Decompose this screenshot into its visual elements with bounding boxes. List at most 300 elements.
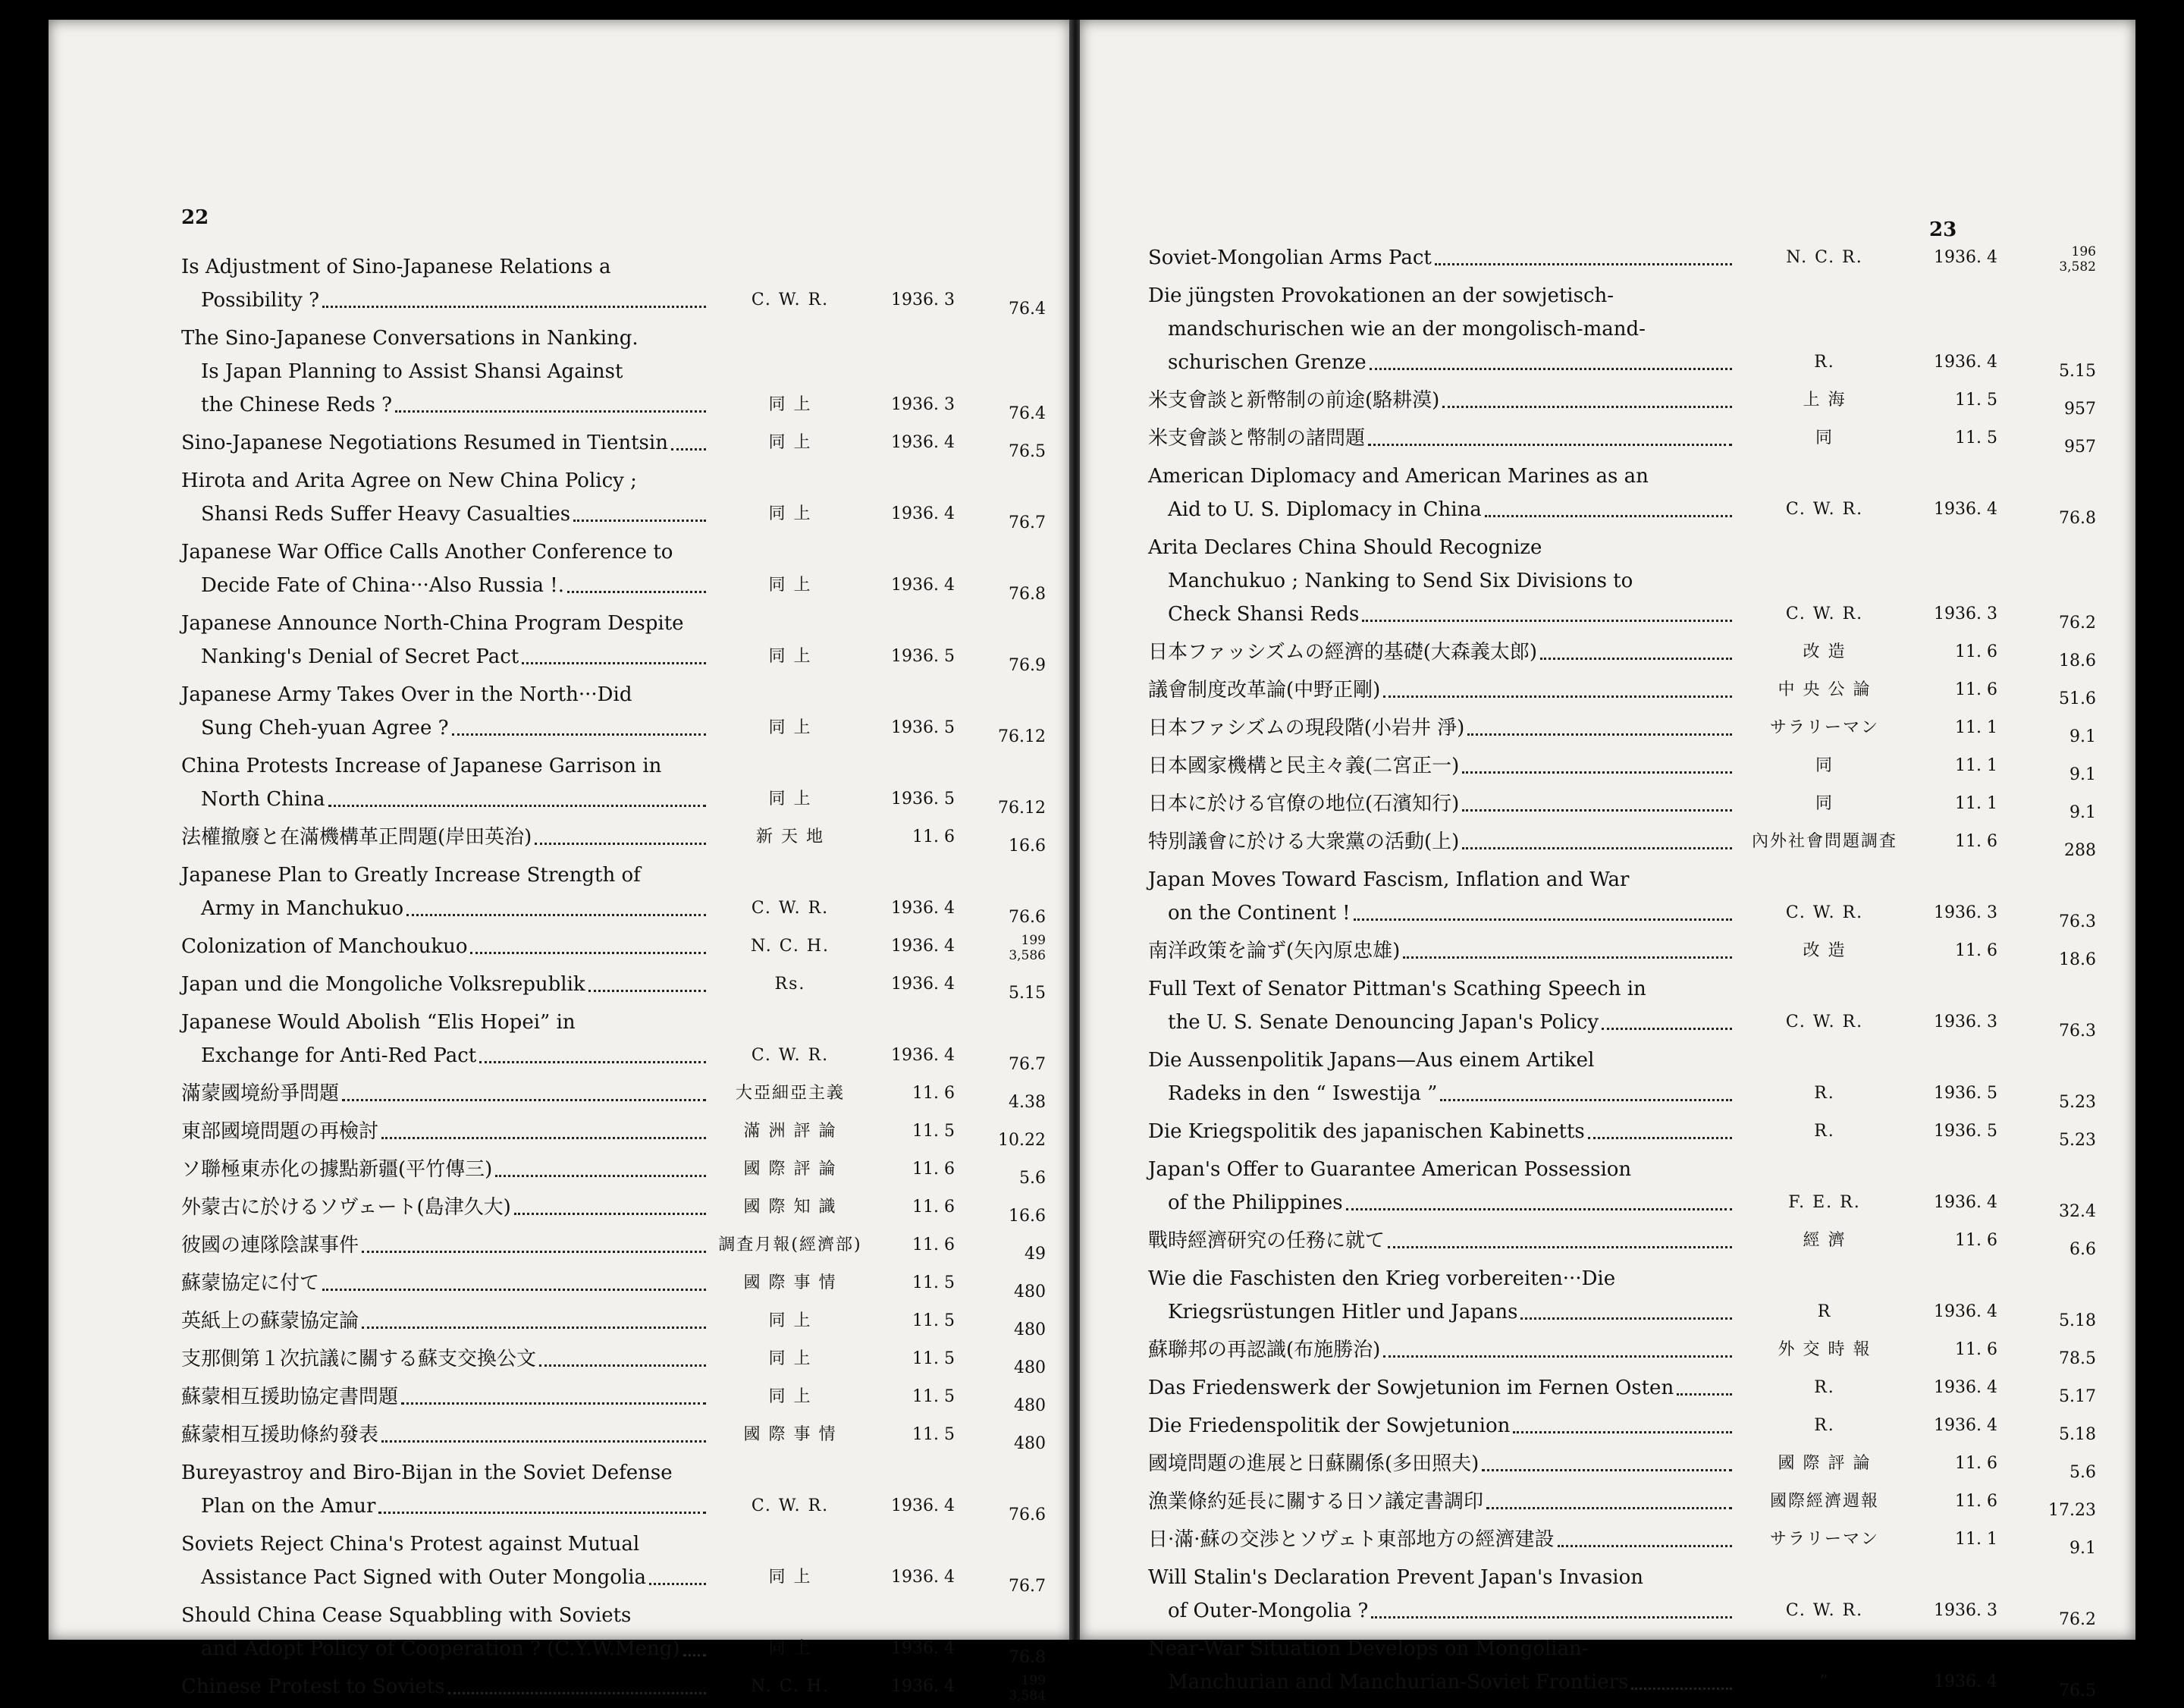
- entry-title-text: Army in Manchukuo: [201, 897, 404, 920]
- entry-title-line: [1148, 711, 2096, 745]
- dot-leader: [1354, 908, 1732, 921]
- bibliography-entry: [1148, 1632, 2096, 1699]
- entry-citation: [1735, 346, 2096, 379]
- entry-title-text: Assistance Pact Signed with Outer Mongolia: [201, 1566, 647, 1589]
- entry-title-line: Arita Declares China Should Recognize: [1148, 536, 1542, 559]
- entry-title-line: [1148, 749, 2096, 783]
- entry-source: C. W. R.: [1785, 1013, 1864, 1031]
- entry-title-line: [181, 1267, 1046, 1300]
- entry-volume: [1997, 1427, 2096, 1443]
- entry-title-line: [181, 498, 1046, 531]
- entry-title-text: Radeks in den “ Iswestija ”: [1168, 1082, 1438, 1105]
- entry-title-text: 滿蒙國境紛爭問題: [181, 1082, 340, 1105]
- entry-title-text: North China: [201, 788, 325, 811]
- entry-volume-line: 4.38: [1009, 1093, 1046, 1112]
- entry-title-line: Full Text of Senator Pittman's Scathing Speech in: [1148, 978, 1646, 1000]
- bibliography-entry: [181, 678, 1046, 745]
- bibliography-entry: [1148, 1409, 2096, 1443]
- entry-volume: [1997, 765, 2096, 784]
- entry-title-line: [181, 1305, 1046, 1338]
- entry-title-text: Chinese Protest to Soviets: [181, 1675, 445, 1698]
- bibliography-entry: [181, 1191, 1046, 1224]
- entry-volume: [955, 1247, 1046, 1262]
- entry-title-line: [1148, 1224, 2096, 1257]
- entry-citation: [709, 1267, 1046, 1300]
- entry-volume-line: 18.6: [2059, 651, 2096, 670]
- entry-volume: [1997, 1465, 2096, 1480]
- entry-volume-line: 9.1: [2069, 727, 2096, 746]
- entry-title-line: [181, 783, 1046, 816]
- entry-volume-line: 5.23: [2059, 1131, 2096, 1150]
- bibliography-entry: [181, 859, 1046, 925]
- entry-title-line: [181, 892, 1046, 925]
- entry-date: 1936. 3: [1934, 604, 1997, 623]
- entry-citation: [709, 1115, 1046, 1148]
- entry-volume-line: 5.15: [1009, 984, 1046, 1003]
- entry-title-text: 英紙上の蘇蒙協定論: [181, 1310, 359, 1333]
- entry-source: R.: [1814, 1084, 1835, 1103]
- bibliography-entry: [181, 1599, 1046, 1666]
- entry-date: 1936. 3: [1934, 1013, 1997, 1031]
- entry-source: 同: [1815, 794, 1834, 813]
- entry-source: C. W. R.: [1785, 500, 1864, 519]
- entry-volume: [955, 933, 1046, 963]
- entry-citation: [1735, 1295, 2096, 1329]
- dot-leader: [522, 651, 706, 664]
- bibliography-entry: [1148, 673, 2096, 707]
- entry-volume: [955, 513, 1046, 532]
- entry-source: 外 交 時 報: [1778, 1340, 1872, 1359]
- entry-title-text: Decide Fate of China···Also Russia !.: [201, 574, 564, 597]
- entry-date: 1936. 4: [1934, 353, 1997, 372]
- entry-date: 1936. 3: [1934, 903, 1997, 922]
- entry-source: C. W. R.: [751, 1046, 830, 1065]
- entry-citation: [1735, 636, 2096, 669]
- entry-volume-line: 76.5: [1009, 442, 1046, 461]
- entry-volume-line: 51.6: [2059, 689, 2096, 708]
- dot-leader: [495, 1164, 706, 1177]
- entry-source: R: [1817, 1302, 1832, 1321]
- dot-leader: [1442, 395, 1732, 408]
- entry-citation: [1735, 749, 2096, 783]
- entry-volume-line: 76.7: [1009, 513, 1046, 532]
- bibliography-entry: [181, 1456, 1046, 1523]
- entry-title-text: of Outer-Mongolia ?: [1168, 1600, 1369, 1622]
- entry-volume: [1997, 727, 2096, 746]
- entry-volume-line: 480: [1014, 1283, 1046, 1301]
- entry-date: 11. 5: [912, 1311, 955, 1330]
- entry-volume-line: 17.23: [2048, 1501, 2096, 1520]
- bibliography-entry: [1148, 1044, 2096, 1110]
- entry-title-line: [181, 1490, 1046, 1523]
- entry-citation: [1735, 241, 2096, 275]
- dot-leader: [328, 794, 707, 807]
- entry-title-line: Japanese Announce North-China Program Despite: [181, 612, 684, 635]
- entry-title-text: 日本ファシズムの現段階(小岩井 淨): [1148, 717, 1465, 739]
- dot-leader: [514, 1202, 706, 1215]
- entry-title-line: Die jüngsten Provokationen an der sowjetisch-: [1148, 284, 1614, 307]
- entry-citation: [709, 1305, 1046, 1338]
- entry-volume: [1997, 364, 2096, 379]
- entry-citation: [709, 1561, 1046, 1594]
- dot-leader: [322, 1278, 706, 1291]
- entry-volume: [1997, 1024, 2096, 1039]
- entry-volume: [1997, 1541, 2096, 1556]
- entry-citation: [1735, 598, 2096, 631]
- dot-leader: [1677, 1383, 1732, 1396]
- entry-title-text: 東部國境問題の再檢討: [181, 1120, 379, 1143]
- right-page: [1080, 20, 2135, 1700]
- entry-date: 11. 6: [912, 1160, 955, 1179]
- entry-title-line: Japan Moves Toward Fascism, Inflation and War: [1148, 868, 1630, 891]
- bibliography-entry: [1148, 711, 2096, 745]
- entry-date: 1936. 4: [1934, 1193, 1997, 1212]
- entry-volume: [955, 1133, 1046, 1148]
- entry-title-text: 漁業條約延長に關する日ソ議定書調印: [1148, 1490, 1484, 1513]
- entry-volume-line: 5.17: [2059, 1387, 2096, 1406]
- entry-source: C. W. R.: [1785, 604, 1864, 623]
- entry-citation: [1735, 384, 2096, 417]
- bibliography-entry: [181, 821, 1046, 854]
- entry-date: 11. 1: [1955, 718, 1997, 737]
- entry-date: 11. 5: [1955, 391, 1997, 410]
- entry-citation: [1735, 1447, 2096, 1480]
- entry-volume: [955, 587, 1046, 602]
- entry-volume: [1997, 1349, 2096, 1368]
- bibliography-entry: [181, 930, 1046, 963]
- entry-volume-line: 5.23: [2059, 1093, 2096, 1112]
- bibliography-entry: [181, 426, 1046, 460]
- bibliography-entry: [1148, 1153, 2096, 1220]
- entry-date: 1936. 5: [891, 790, 955, 808]
- entry-volume-line: 76.2: [2059, 614, 2096, 633]
- entry-title-text: Manchurian and Manchurian-Soviet Frontiers: [1168, 1671, 1629, 1694]
- bibliography-entry: [1148, 1561, 2096, 1628]
- bibliography-entry: [1148, 422, 2096, 455]
- entry-volume: [1997, 1095, 2096, 1110]
- entry-source: R.: [1814, 353, 1835, 372]
- entry-volume: [1997, 651, 2096, 670]
- bibliography-entry: [1148, 241, 2096, 275]
- entry-volume: [1997, 912, 2096, 931]
- entry-date: 1936. 3: [891, 290, 955, 309]
- dot-leader: [1513, 1421, 1732, 1433]
- dot-leader: [1462, 799, 1732, 812]
- dot-leader: [342, 1088, 706, 1101]
- entry-volume: [1997, 950, 2096, 969]
- entry-volume: [955, 658, 1046, 673]
- entry-title-line: [1148, 1077, 2096, 1110]
- entry-citation: [709, 892, 1046, 925]
- entry-title-text: Japan und die Mongoliche Volksrepublik: [181, 973, 585, 996]
- entry-citation: [709, 783, 1046, 816]
- dot-leader: [381, 1430, 706, 1443]
- entry-source: サラリーマン: [1769, 1530, 1879, 1549]
- entry-citation: [709, 1153, 1046, 1186]
- entry-date: 11. 5: [912, 1273, 955, 1292]
- bibliography-entry: [1148, 972, 2096, 1039]
- entry-volume-line: 76.7: [1009, 1055, 1046, 1074]
- entry-title-line: Is Adjustment of Sino-Japanese Relations a: [181, 256, 611, 278]
- entry-title-text: 米支會談と幣制の諸問題: [1148, 427, 1366, 450]
- bibliography-entry: [181, 968, 1046, 1001]
- bibliography-entry: [1148, 1371, 2096, 1405]
- bibliography-entry: [1148, 1115, 2096, 1148]
- entry-volume: [955, 1579, 1046, 1594]
- entry-volume: [1997, 805, 2096, 821]
- entry-volume-line: 9.1: [2069, 765, 2096, 784]
- entry-title-text: 戰時經濟研究の任務に就て: [1148, 1229, 1385, 1252]
- entry-title-text: Aid to U. S. Diplomacy in China: [1168, 498, 1482, 521]
- entry-title-line: Japanese Army Takes Over in the North···Did: [181, 683, 632, 706]
- entry-date: 11. 6: [1955, 941, 1997, 960]
- entry-volume: [1997, 843, 2096, 859]
- entry-title-line: [181, 1153, 1046, 1186]
- entry-date: 1936. 5: [891, 647, 955, 666]
- entry-volume-line: 5.6: [2069, 1463, 2096, 1482]
- entry-citation: [709, 640, 1046, 673]
- entry-title-text: ソ聯極東赤化の據點新疆(平竹傳三): [181, 1158, 493, 1181]
- entry-volume: [955, 986, 1046, 1001]
- entry-citation: [1735, 825, 2096, 859]
- entry-volume: [955, 839, 1046, 854]
- entry-source: 同 上: [768, 1639, 812, 1658]
- entry-title-line: [181, 1418, 1046, 1452]
- dot-leader: [1383, 1345, 1732, 1358]
- entry-volume-line: 16.6: [1009, 837, 1046, 856]
- entry-volume: [955, 302, 1046, 317]
- entry-title-text: 支那側第１次抗議に關する蘇支交換公文: [181, 1348, 537, 1370]
- entry-title-text: 南洋政策を論ず(矢內原忠雄): [1148, 940, 1401, 962]
- entry-citation: [1735, 1077, 2096, 1110]
- dot-leader: [362, 1240, 706, 1253]
- entry-volume-line: 76.6: [1009, 908, 1046, 927]
- dot-leader: [535, 832, 706, 845]
- bibliography-entry: [181, 1153, 1046, 1186]
- entry-date: 1936. 4: [891, 937, 955, 956]
- entry-date: 1936. 4: [891, 433, 955, 452]
- entry-title-line: [181, 284, 1046, 317]
- entry-date: 11. 5: [912, 1425, 955, 1444]
- bibliography-entry: [181, 464, 1046, 531]
- entry-date: 1936. 4: [891, 504, 955, 523]
- entry-title-line: [1148, 1409, 2096, 1443]
- bibliography-entry: [181, 1342, 1046, 1376]
- entry-title-line: [1148, 241, 2096, 275]
- entry-title-text: Colonization of Manchoukuo: [181, 935, 468, 958]
- entry-date: 11. 6: [1955, 1231, 1997, 1250]
- dot-leader: [1482, 1458, 1732, 1471]
- entry-volume-line: 76.8: [2059, 509, 2096, 528]
- entry-volume: [1997, 1681, 2096, 1700]
- dot-leader: [1440, 1088, 1732, 1101]
- entry-source: 上 海: [1803, 391, 1847, 410]
- entry-source: 改 造: [1803, 642, 1847, 661]
- entry-volume-line: 76.3: [2059, 912, 2096, 931]
- bibliography-entry: [181, 1229, 1046, 1262]
- entry-volume-line: 76.8: [1009, 1648, 1046, 1667]
- entry-volume-line: 6.6: [2069, 1240, 2096, 1259]
- dot-leader: [1602, 1017, 1732, 1030]
- dot-leader: [452, 723, 706, 736]
- entry-title-line: [181, 569, 1046, 602]
- dot-leader: [1403, 946, 1732, 959]
- entry-source: 中 央 公 論: [1778, 680, 1872, 699]
- entry-date: 1936. 4: [891, 1677, 955, 1696]
- entry-title-text: Das Friedenswerk der Sowjetunion im Fernen Osten: [1148, 1377, 1674, 1399]
- entry-title-text: of the Philippines: [1168, 1192, 1343, 1214]
- entry-source: 調査月報(經濟部): [718, 1235, 862, 1254]
- entry-title-text: 日本ファッシズムの經濟的基礎(大森義太郎): [1148, 641, 1537, 664]
- entry-volume: [955, 1396, 1046, 1415]
- entry-title-line: [1148, 673, 2096, 707]
- bibliography-entry: [181, 607, 1046, 673]
- entry-title-text: and Adopt Policy of Cooperation ? (C.Y.W.Meng): [201, 1637, 680, 1660]
- entry-volume-line: 480: [1014, 1434, 1046, 1453]
- dot-leader: [448, 1681, 706, 1694]
- entry-volume-line: 32.4: [2059, 1202, 2096, 1221]
- entry-date: 1936. 4: [1934, 1416, 1997, 1435]
- dot-leader: [401, 1392, 706, 1405]
- entry-title-line: [1148, 1115, 2096, 1148]
- entry-title-text: 議會制度改革論(中野正剛): [1148, 679, 1381, 702]
- entry-title-text: schurischen Grenze: [1168, 351, 1367, 374]
- entry-volume: [955, 1095, 1046, 1110]
- bibliography-entry: [1148, 749, 2096, 783]
- entry-source: 同: [1815, 429, 1834, 447]
- dot-leader: [588, 979, 706, 992]
- entry-title-line: Will Stalin's Declaration Prevent Japan's Invasion: [1148, 1566, 1644, 1589]
- entry-date: 11. 6: [912, 1198, 955, 1217]
- entry-title-line: [1148, 896, 2096, 930]
- bibliography-entry: [181, 1380, 1046, 1414]
- entry-volume-line: 199: [1021, 933, 1046, 948]
- entry-citation: [1735, 1224, 2096, 1257]
- entry-volume: [1997, 1503, 2096, 1518]
- entry-list: [181, 250, 1046, 1708]
- entry-title-line: mandschurischen wie an der mongolisch-mand-: [1168, 318, 1646, 341]
- entry-title-line: Japanese War Office Calls Another Conference to: [181, 541, 673, 564]
- entry-list: [1148, 241, 2096, 1703]
- entry-source: C. W. R.: [751, 1496, 830, 1515]
- entry-title-text: 蘇蒙相互援助協定書問題: [181, 1386, 399, 1408]
- entry-source: R.: [1814, 1416, 1835, 1435]
- entry-source: 同 上: [768, 1311, 812, 1330]
- entry-volume: [1997, 1133, 2096, 1148]
- entry-title-line: [1148, 346, 2096, 379]
- entry-title-line: [1148, 825, 2096, 859]
- dot-leader: [1371, 1606, 1732, 1619]
- dot-leader: [539, 1354, 706, 1367]
- entry-volume: [1997, 1612, 2096, 1628]
- entry-volume: [955, 1673, 1046, 1703]
- dot-leader: [649, 1572, 706, 1585]
- entry-citation: [1735, 1594, 2096, 1628]
- entry-volume-line: 480: [1014, 1320, 1046, 1339]
- entry-title-line: [1148, 1333, 2096, 1367]
- entry-citation: [709, 1380, 1046, 1414]
- entry-source: 同 上: [768, 576, 812, 595]
- entry-source: C. W. R.: [751, 290, 830, 309]
- bibliography-entry: [181, 1267, 1046, 1300]
- entry-volume-line: 76.8: [1009, 585, 1046, 604]
- entry-volume: [955, 801, 1046, 816]
- entry-citation: [1735, 1371, 2096, 1405]
- entry-title-line: [181, 1632, 1046, 1666]
- entry-citation: [1735, 1186, 2096, 1220]
- dot-leader: [1462, 837, 1732, 849]
- entry-title-line: [181, 1115, 1046, 1148]
- bibliography-entry: [181, 1527, 1046, 1594]
- entry-title-line: [1148, 598, 2096, 631]
- entry-source: 同: [1815, 756, 1834, 775]
- entry-volume-line: 10.22: [998, 1131, 1046, 1150]
- dot-leader: [573, 509, 706, 522]
- entry-citation: [1735, 1006, 2096, 1039]
- entry-date: 1936. 5: [891, 718, 955, 737]
- entry-title-line: [181, 1380, 1046, 1414]
- entry-title-line: [181, 1077, 1046, 1110]
- dot-leader: [1346, 1198, 1732, 1210]
- entry-volume-line: 76.7: [1009, 1577, 1046, 1596]
- entry-title-line: [181, 1039, 1046, 1072]
- bibliography-entry: [1148, 863, 2096, 930]
- entry-source: 同 上: [768, 1387, 812, 1406]
- entry-title-text: 蘇蒙協定に付て: [181, 1272, 320, 1295]
- entry-source: C. W. R.: [751, 899, 830, 918]
- entry-citation: [709, 388, 1046, 422]
- entry-volume: [1997, 511, 2096, 526]
- entry-citation: [709, 1418, 1046, 1452]
- entry-volume: [955, 444, 1046, 460]
- entry-title-line: [1148, 1295, 2096, 1329]
- entry-citation: [1735, 1409, 2096, 1443]
- entry-citation: [709, 1229, 1046, 1262]
- entry-volume-line: 76.12: [998, 799, 1046, 818]
- entry-citation: [709, 1490, 1046, 1523]
- entry-title-text: Exchange for Anti-Red Pact: [201, 1044, 477, 1067]
- entry-source: 國 際 知 識: [743, 1198, 837, 1217]
- entry-volume-line: 3,584: [1009, 1688, 1046, 1703]
- left-page: [49, 20, 1071, 1703]
- entry-date: 1936. 4: [1934, 1378, 1997, 1397]
- dot-leader: [406, 903, 706, 916]
- entry-volume: [955, 1171, 1046, 1186]
- entry-source: R.: [1814, 1122, 1835, 1141]
- entry-citation: [1735, 896, 2096, 930]
- bibliography-entry: [1148, 934, 2096, 968]
- entry-date: 1936. 3: [1934, 1601, 1997, 1620]
- entry-citation: [709, 569, 1046, 602]
- bibliography-entry: [1148, 787, 2096, 821]
- entry-date: 1936. 4: [891, 576, 955, 595]
- entry-citation: [709, 711, 1046, 745]
- bibliography-entry: [181, 1006, 1046, 1072]
- entry-date: 1936. 4: [1934, 1672, 1997, 1691]
- entry-source: N. C. H.: [750, 1677, 830, 1696]
- entry-citation: [1735, 711, 2096, 745]
- entry-source: C. W. R.: [1785, 1601, 1864, 1620]
- entry-title-text: the Chinese Reds ?: [201, 394, 393, 416]
- entry-source: 國 際 評 論: [1778, 1454, 1872, 1473]
- dot-leader: [671, 438, 706, 451]
- entry-volume: [1997, 1389, 2096, 1405]
- entry-title-text: 米支會談と新幣制の前途(駱耕漠): [1148, 389, 1440, 412]
- entry-source: 內外社會問題調査: [1751, 832, 1897, 851]
- entry-volume-line: 76.6: [1009, 1505, 1046, 1524]
- entry-citation: [709, 1191, 1046, 1224]
- entry-date: 11. 6: [1955, 1454, 1997, 1473]
